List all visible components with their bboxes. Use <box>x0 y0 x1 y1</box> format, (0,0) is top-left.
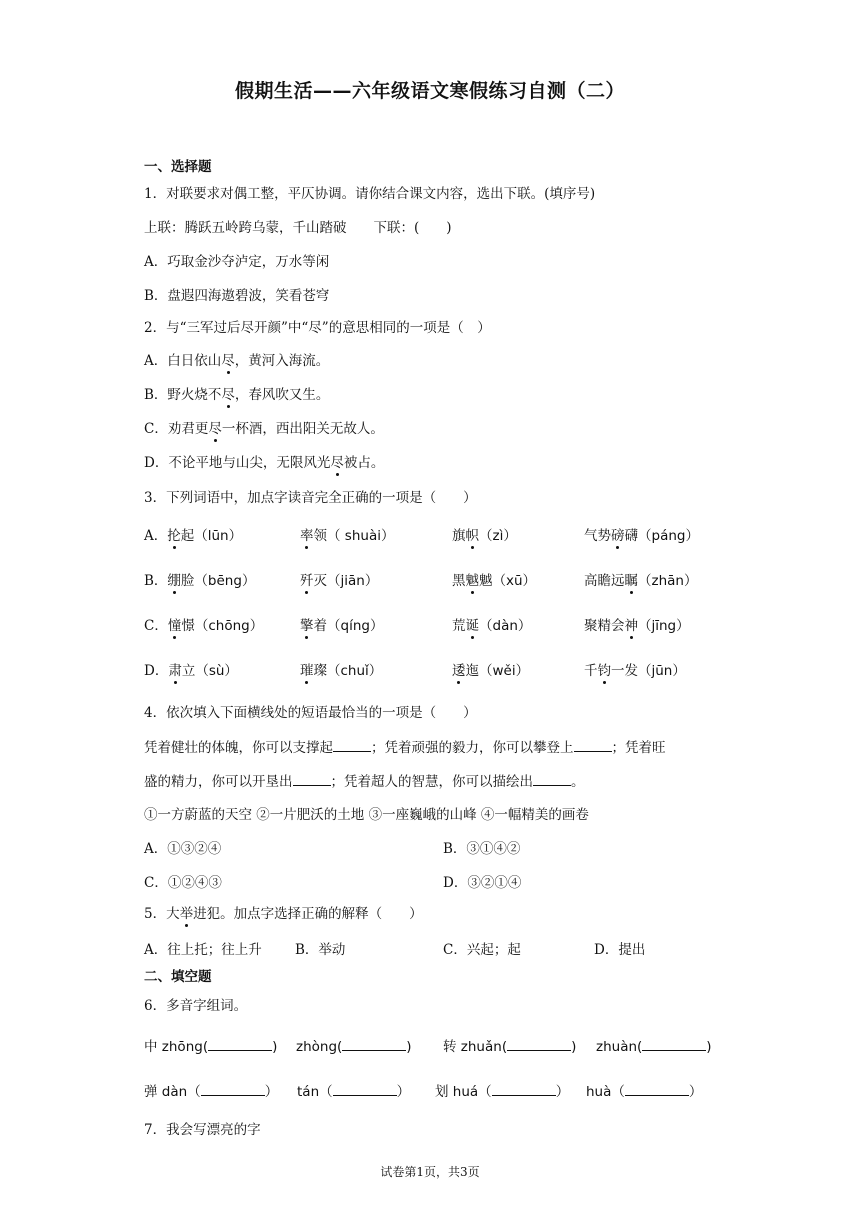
word-text: 礴（ <box>624 528 652 544</box>
word-text: 立（ <box>181 663 209 679</box>
paren-close: ) <box>406 1039 412 1055</box>
answer-blank[interactable] <box>293 771 331 786</box>
word-text: 黑 <box>452 573 466 589</box>
emphasis-char: 尽 <box>330 455 344 471</box>
emphasis-char: 绷 <box>167 573 181 589</box>
paren-close: ） <box>555 1084 570 1100</box>
emphasis-char: 钧 <box>597 663 611 679</box>
emphasis-char: 歼 <box>300 573 314 589</box>
question-3-word <box>452 616 531 636</box>
polyphone-label: tán（ <box>297 1084 333 1100</box>
pinyin: bēng <box>207 573 242 589</box>
emphasis-char: 尽 <box>208 421 222 437</box>
question-2-option-d: D．不论平地与山尖，无限风光尽被占。 <box>144 455 385 471</box>
word-text: ） <box>380 528 395 544</box>
paren-close: ） <box>264 1084 279 1100</box>
question-4-passage-line-1: 凭着健壮的体魄，你可以支撑起 ；凭着顽强的毅力，你可以攀登上 ；凭着旺 <box>144 737 666 758</box>
word-text: 迤（ <box>465 663 493 679</box>
word-text: 高瞻远 <box>584 573 625 589</box>
word-text: （ <box>479 528 493 544</box>
question-5-option-b: B．举动 <box>295 942 346 958</box>
question-3-word <box>584 526 699 546</box>
paren-close: ） <box>396 1084 411 1100</box>
question-1-option-a: A．巧取金沙夺泸定，万水等闲 <box>144 254 330 270</box>
answer-blank[interactable] <box>507 1036 571 1051</box>
polyphone-label: zhòng( <box>296 1039 343 1055</box>
emphasis-char: 逶 <box>452 663 466 679</box>
pinyin: páng <box>651 528 686 544</box>
answer-blank[interactable] <box>201 1081 265 1096</box>
question-4-option-c: C．①②④③ <box>144 875 222 891</box>
polyphone-label: 中 zhōng( <box>144 1039 209 1055</box>
word-text: 气势 <box>584 528 611 544</box>
emphasis-char: 魆 <box>465 573 479 589</box>
word-text: ） <box>676 618 690 634</box>
word-text: 起（ <box>180 528 208 544</box>
word-text: 魆（ <box>479 573 506 589</box>
polyphone-label: 划 huá（ <box>435 1084 492 1100</box>
pinyin: dàn <box>492 618 518 634</box>
question-3-word <box>300 526 394 546</box>
pinyin: chōng <box>208 618 250 634</box>
word-text: ） <box>672 663 686 679</box>
question-1-option-b: B．盘遐四海遨碧波，笑看苍穹 <box>144 288 330 304</box>
word-text: D． <box>144 663 169 679</box>
pinyin: shuài <box>344 528 381 544</box>
answer-blank[interactable] <box>208 1036 272 1051</box>
polyphone-label: 弹 dàn（ <box>144 1084 201 1100</box>
emphasis-char: 磅 <box>611 528 625 544</box>
question-3-word <box>144 526 242 546</box>
question-2-option-b: B．野火烧不尽，春风吹又生。 <box>144 387 330 403</box>
answer-blank[interactable] <box>642 1036 706 1051</box>
word-text: 憬（ <box>181 618 209 634</box>
answer-blank[interactable] <box>492 1081 556 1096</box>
word-text: ） <box>503 528 517 544</box>
question-5-option-c: C．兴起；起 <box>443 942 521 958</box>
word-text: ） <box>515 663 530 679</box>
polyphone-item <box>596 1036 712 1057</box>
word-text: 千 <box>584 663 598 679</box>
paren-close: ) <box>272 1039 278 1055</box>
word-text: A． <box>144 528 168 544</box>
paren-close: ) <box>706 1039 712 1055</box>
question-3-word <box>584 616 690 636</box>
emphasis-char: 率 <box>300 528 314 544</box>
paren-close: ） <box>688 1084 703 1100</box>
question-4-phrase-list: ①一方蔚蓝的天空 ②一片肥沃的土地 ③一座巍峨的山峰 ④一幅精美的画卷 <box>144 807 589 823</box>
emphasis-char: 神 <box>624 618 638 634</box>
page-title: 假期生活——六年级语文寒假练习自测（二） <box>234 80 625 102</box>
pinyin: zì <box>492 528 504 544</box>
answer-blank[interactable] <box>333 737 371 752</box>
question-3-word <box>452 526 517 546</box>
question-3-word <box>584 571 697 591</box>
word-text: ） <box>685 528 699 544</box>
pinyin: chuǐ <box>340 663 369 679</box>
polyphone-item <box>443 1036 576 1057</box>
emphasis-char: 帜 <box>465 528 479 544</box>
polyphone-label: zhuàn( <box>596 1039 643 1055</box>
answer-blank[interactable] <box>533 771 571 786</box>
emphasis-char: 举 <box>179 906 194 922</box>
question-1-couplet: 上联：腾跃五岭跨乌蒙，千山踏破 下联：( ) <box>144 220 452 236</box>
question-4-option-b: B．③①④② <box>443 841 521 857</box>
answer-blank[interactable] <box>333 1081 397 1096</box>
question-2-stem: 2．与“三军过后尽开颜”中“尽”的意思相同的一项是（ ） <box>144 320 491 336</box>
question-3-word <box>300 616 383 636</box>
question-3-word <box>584 661 686 681</box>
emphasis-char: 尽 <box>221 353 235 369</box>
polyphone-label: 转 zhuǎn( <box>443 1039 508 1055</box>
emphasis-char: 抡 <box>167 528 181 544</box>
question-3-word <box>144 616 263 636</box>
question-6-stem: 6．多音字组词。 <box>144 998 248 1014</box>
word-text: ） <box>683 573 698 589</box>
word-text: B． <box>144 573 168 589</box>
question-3-word <box>300 661 382 681</box>
word-text: （ <box>638 573 652 589</box>
question-1-stem: 1．对联要求对偶工整，平仄协调。请你结合课文内容，选出下联。(填序号) <box>144 186 596 202</box>
pinyin: jīng <box>651 618 677 634</box>
emphasis-char: 尽 <box>221 387 235 403</box>
question-4-passage-line-2: 盛的精力，你可以开垦出 ；凭着超人的智慧，你可以描绘出 。 <box>144 771 585 792</box>
question-2-option-c: C．劝君更尽一杯酒，西出阳关无故人。 <box>144 421 384 437</box>
word-text: ） <box>228 528 243 544</box>
question-7-stem: 7．我会写漂亮的字 <box>144 1122 261 1138</box>
page-footer: 试卷第1页，共3页 <box>380 1165 480 1179</box>
word-text: （ <box>479 618 493 634</box>
answer-blank[interactable] <box>625 1081 689 1096</box>
polyphone-item <box>144 1081 278 1102</box>
word-text: 聚精会 <box>584 618 625 634</box>
emphasis-char: 诞 <box>465 618 479 634</box>
polyphone-item <box>296 1036 412 1057</box>
emphasis-char: 璀 <box>300 663 314 679</box>
question-4-option-d: D．③②①④ <box>443 875 522 891</box>
pinyin: jūn <box>651 663 673 679</box>
polyphone-item <box>586 1081 702 1102</box>
word-text: ） <box>224 663 238 679</box>
question-3-word <box>300 571 378 591</box>
section-heading-choice: 一、选择题 <box>144 159 212 175</box>
pinyin: qíng <box>340 618 370 634</box>
answer-blank[interactable] <box>574 737 612 752</box>
paren-close: ) <box>571 1039 577 1055</box>
word-text: 旗 <box>452 528 466 544</box>
word-text: ） <box>364 573 379 589</box>
word-text: ） <box>522 573 537 589</box>
question-3-stem: 3．下列词语中，加点字读音完全正确的一项是（ ） <box>144 490 477 506</box>
question-4-option-a: A．①③②④ <box>144 841 222 857</box>
pinyin: sù <box>208 663 225 679</box>
pinyin: zhān <box>651 573 684 589</box>
question-5-stem: 5．大举进犯。加点字选择正确的解释（ ） <box>144 906 423 922</box>
word-text: 灭（ <box>313 573 341 589</box>
emphasis-char: 肃 <box>168 663 182 679</box>
word-text: ） <box>249 618 264 634</box>
word-text: 荒 <box>452 618 466 634</box>
pinyin: lūn <box>207 528 229 544</box>
emphasis-char: 憧 <box>167 618 182 634</box>
word-text: ） <box>369 618 384 634</box>
pinyin: jiān <box>340 573 365 589</box>
polyphone-label: huà（ <box>586 1084 625 1100</box>
section-heading-fill: 二、填空题 <box>144 969 212 985</box>
word-text: （ <box>638 618 652 634</box>
emphasis-char: 擎 <box>300 618 314 634</box>
word-text: ） <box>517 618 532 634</box>
word-text: C． <box>144 618 168 634</box>
answer-blank[interactable] <box>342 1036 406 1051</box>
question-3-word <box>144 571 255 591</box>
question-5-option-d: D．提出 <box>594 942 646 958</box>
question-5-option-a: A．往上托；往上升 <box>144 942 262 958</box>
word-text: ） <box>368 663 383 679</box>
word-text: 领（ <box>313 528 345 544</box>
word-text: 脸（ <box>180 573 208 589</box>
polyphone-item <box>144 1036 277 1057</box>
word-text: 一发（ <box>611 663 652 679</box>
question-3-word <box>144 661 238 681</box>
pinyin: wěi <box>492 663 516 679</box>
question-3-word <box>452 571 536 591</box>
question-2-option-a: A．白日依山尽，黄河入海流。 <box>144 353 330 369</box>
polyphone-item <box>297 1081 410 1102</box>
pinyin: xū <box>506 573 523 589</box>
polyphone-item <box>435 1081 569 1102</box>
word-text: ） <box>241 573 256 589</box>
word-text: 璨（ <box>313 663 341 679</box>
question-4-stem: 4．依次填入下面横线处的短语最恰当的一项是（ ） <box>144 705 477 721</box>
word-text: 着（ <box>313 618 341 634</box>
emphasis-char: 瞩 <box>624 573 638 589</box>
question-3-word <box>452 661 529 681</box>
